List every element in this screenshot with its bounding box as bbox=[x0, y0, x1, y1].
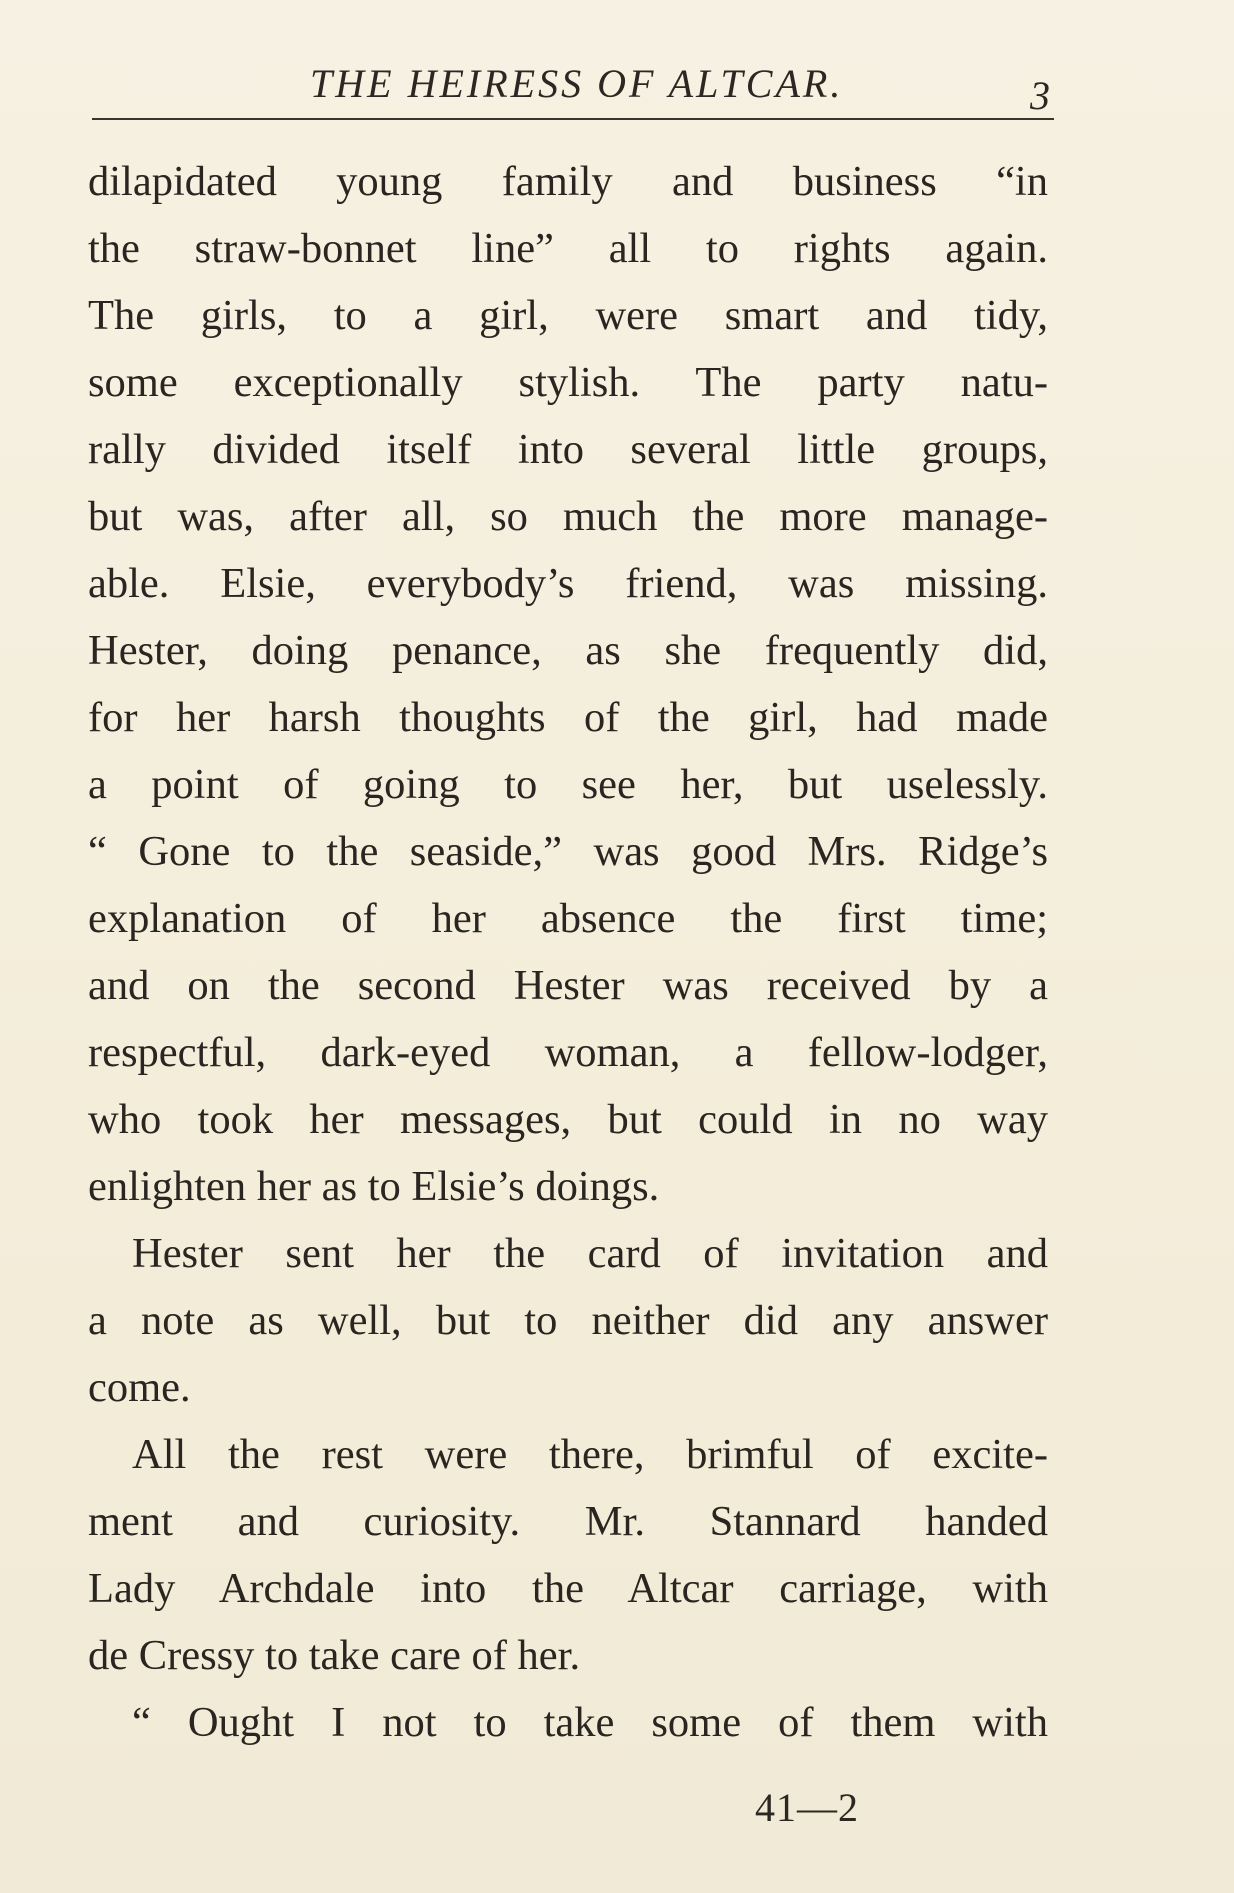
paragraph-start: All the rest were there, brimful of excite- bbox=[132, 1431, 1048, 1478]
text-line: enlighten her as to Elsie’s doings. bbox=[88, 1163, 660, 1210]
text-line: rally divided itself into several little groups, bbox=[88, 426, 1048, 473]
text-line: able. Elsie, everybody’s friend, was missing. bbox=[88, 560, 1048, 607]
text-line: The girls, to a girl, were smart and tidy, bbox=[88, 292, 1048, 339]
page-number: 3 bbox=[1030, 73, 1050, 118]
header-rule bbox=[92, 118, 1054, 120]
text-line: the straw-bonnet line” all to rights again. bbox=[88, 225, 1048, 272]
text-line: dilapidated young family and business “in bbox=[88, 158, 1048, 205]
text-line: a point of going to see her, but uselessly. bbox=[88, 761, 1048, 808]
text-line: de Cressy to take care of her. bbox=[88, 1632, 581, 1679]
text-line: come. bbox=[88, 1364, 191, 1411]
text-line: “ Gone to the seaside,” was good Mrs. Ridge’s bbox=[88, 828, 1048, 875]
text-line: a note as well, but to neither did any answer bbox=[88, 1297, 1048, 1344]
text-line: respectful, dark-eyed woman, a fellow-lodger, bbox=[88, 1029, 1048, 1076]
signature-mark: 41—2 bbox=[755, 1785, 859, 1830]
text-line: but was, after all, so much the more manage- bbox=[88, 493, 1048, 540]
body-text bbox=[88, 148, 1048, 1756]
text-line: who took her messages, but could in no way bbox=[88, 1096, 1048, 1143]
text-line: ment and curiosity. Mr. Stannard handed bbox=[88, 1498, 1048, 1545]
text-line: Lady Archdale into the Altcar carriage, with bbox=[88, 1565, 1048, 1612]
paragraph-start: Hester sent her the card of invitation and bbox=[132, 1230, 1048, 1277]
paragraph-start: “ Ought I not to take some of them with bbox=[132, 1699, 1048, 1746]
text-line: for her harsh thoughts of the girl, had made bbox=[88, 694, 1048, 741]
text-line: Hester, doing penance, as she frequently did, bbox=[88, 627, 1048, 674]
text-line: some exceptionally stylish. The party natu- bbox=[88, 359, 1048, 406]
running-title: THE HEIRESS OF ALTCAR. bbox=[310, 61, 844, 106]
text-line: explanation of her absence the first time; bbox=[88, 895, 1048, 942]
text-line: and on the second Hester was received by a bbox=[88, 962, 1048, 1009]
